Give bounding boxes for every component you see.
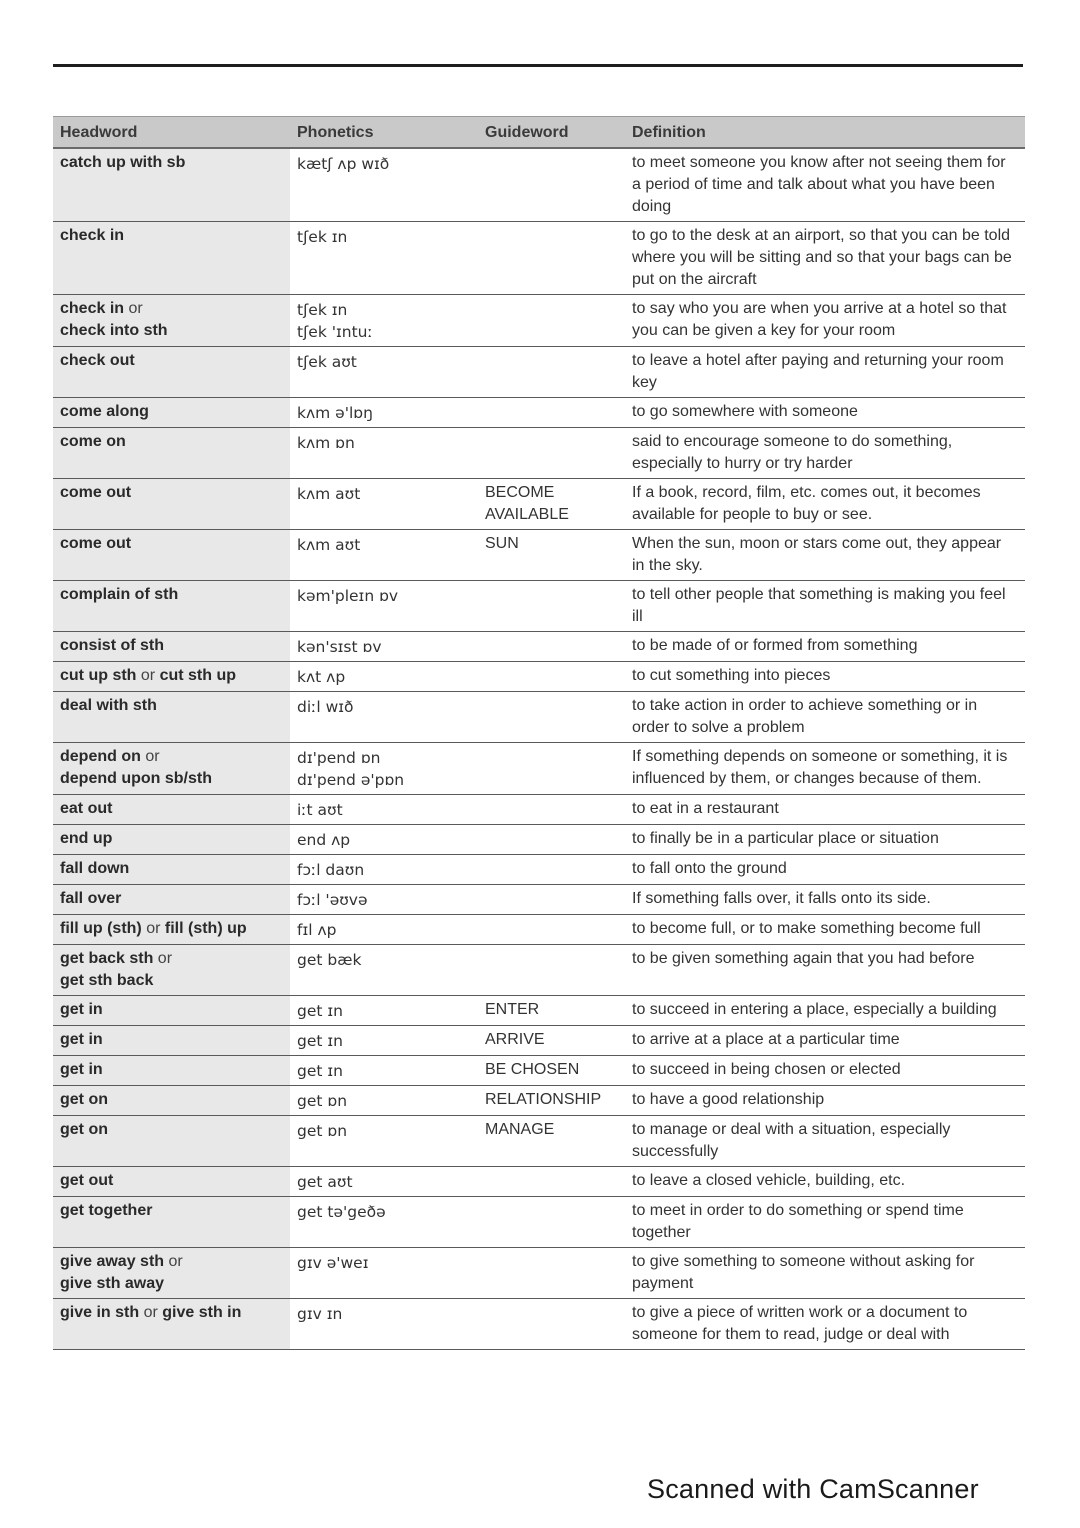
definition-cell: to succeed in entering a place, especially a building [632, 1001, 997, 1018]
guideword-cell [478, 1086, 625, 1116]
definition-cell: to finally be in a particular place or situation [632, 830, 939, 847]
headword-cell [53, 428, 290, 479]
phonetics-cell [290, 632, 478, 662]
phonetics-cell [290, 795, 478, 825]
headword-text: get together [60, 1202, 153, 1219]
guideword-cell [478, 1116, 625, 1167]
headword-cell [53, 632, 290, 662]
definition-cell: to succeed in being chosen or elected [632, 1061, 901, 1078]
table-row [53, 295, 1025, 347]
phonetics-cell [290, 692, 478, 743]
guideword-text: RELATIONSHIP [485, 1091, 602, 1108]
phonetics-cell [290, 1167, 478, 1197]
headword-connector: or [139, 1304, 163, 1321]
header-phonetics: Phonetics [297, 124, 374, 141]
headword-text: check out [60, 352, 135, 369]
guideword-cell [478, 295, 625, 347]
definition-cell: to have a good relationship [632, 1091, 825, 1108]
definition-cell: to manage or deal with a situation, especially successfully [632, 1121, 951, 1160]
table-row [53, 1086, 1025, 1116]
table-row [53, 825, 1025, 855]
table-row [53, 855, 1025, 885]
top-rule [53, 64, 1023, 67]
headword-text: fill (sth) up [164, 920, 247, 937]
headword-text: come out [60, 484, 132, 501]
headword-cell [53, 915, 290, 945]
guideword-text: BECOME [485, 484, 555, 501]
phonetics-cell [290, 996, 478, 1026]
definition-cell: to give something to someone without asking for payment [632, 1253, 975, 1292]
headword-cell [53, 1116, 290, 1167]
table-row [53, 530, 1025, 581]
phonetics-cell [290, 1197, 478, 1248]
guideword-text: SUN [485, 535, 519, 552]
phonetics-cell [290, 1026, 478, 1056]
table-row [53, 795, 1025, 825]
headword-connector: or [136, 667, 160, 684]
table-row [53, 1197, 1025, 1248]
definition-cell: to cut something into pieces [632, 667, 831, 684]
table-row [53, 945, 1025, 996]
headword-text: depend upon sb/sth [60, 770, 212, 787]
headword-cell [53, 795, 290, 825]
definition-cell: to go somewhere with someone [632, 403, 858, 420]
headword-text: get in [60, 1061, 103, 1078]
headword-text: give sth away [60, 1275, 165, 1292]
header-definition: Definition [632, 124, 706, 141]
table-row [53, 1026, 1025, 1056]
guideword-cell [478, 347, 625, 398]
table-row [53, 398, 1025, 428]
phonetics-text: tʃek 'ɪntuː [297, 323, 373, 341]
table-row [53, 662, 1025, 692]
guideword-cell [478, 692, 625, 743]
phonetics-cell [290, 825, 478, 855]
phonetics-text: get ɒn [297, 1122, 348, 1140]
headword-cell [53, 1248, 290, 1299]
table-row [53, 148, 1025, 222]
phonetics-text: tʃek ɪn [297, 228, 348, 246]
headword-cell [53, 885, 290, 915]
table-row [53, 632, 1025, 662]
phrasal-verb-table [53, 116, 1025, 1350]
phonetics-cell [290, 530, 478, 581]
guideword-cell [478, 428, 625, 479]
table-row [53, 581, 1025, 632]
table-row [53, 428, 1025, 479]
phonetics-text: diːl wɪð [297, 698, 354, 716]
phonetics-cell [290, 398, 478, 428]
headword-text: get on [60, 1091, 108, 1108]
headword-text: end up [60, 830, 113, 847]
guideword-cell [478, 662, 625, 692]
headword-text: consist of sth [60, 637, 165, 654]
phonetics-text: kʌm aʊt [297, 485, 361, 503]
headword-text: get sth back [60, 972, 154, 989]
phonetics-cell [290, 1086, 478, 1116]
phonetics-cell [290, 855, 478, 885]
headword-text: come along [60, 403, 149, 420]
table-row [53, 885, 1025, 915]
headword-cell [53, 347, 290, 398]
headword-text: eat out [60, 800, 113, 817]
headword-cell [53, 398, 290, 428]
headword-cell [53, 1026, 290, 1056]
headword-text: check in [60, 300, 125, 317]
phonetics-cell [290, 479, 478, 530]
table-row [53, 1248, 1025, 1299]
header-headword: Headword [60, 124, 138, 141]
table-row [53, 743, 1025, 795]
headword-text: depend on [60, 748, 141, 765]
definition-cell: to tell other people that something is making you feel ill [632, 586, 1006, 625]
headword-text: give away sth [60, 1253, 165, 1270]
definition-cell: to leave a hotel after paying and returning your room key [632, 352, 1004, 391]
phonetics-cell [290, 1299, 478, 1350]
definition-cell: to take action in order to achieve something or in order to solve a problem [632, 697, 978, 736]
headword-text: catch up with sb [60, 154, 186, 171]
phonetics-text: get bæk [297, 951, 362, 969]
headword-connector: or [153, 950, 173, 967]
table-row [53, 1299, 1025, 1350]
guideword-cell [478, 915, 625, 945]
headword-text: fall over [60, 890, 122, 907]
headword-cell [53, 1167, 290, 1197]
phonetics-text: kætʃ ʌp wɪð [297, 155, 390, 173]
phonetics-text: get ɪn [297, 1032, 343, 1050]
phonetics-text: iːt aʊt [297, 801, 343, 819]
headword-text: deal with sth [60, 697, 157, 714]
guideword-cell [478, 1056, 625, 1086]
phonetics-cell [290, 581, 478, 632]
phonetics-cell [290, 148, 478, 222]
guideword-cell [478, 581, 625, 632]
phonetics-cell [290, 945, 478, 996]
guideword-cell [478, 222, 625, 295]
phonetics-cell [290, 1248, 478, 1299]
scanner-watermark: Scanned with CamScanner [647, 1474, 979, 1504]
guideword-cell [478, 530, 625, 581]
headword-cell [53, 945, 290, 996]
definition-cell: to meet in order to do something or spend time together [632, 1202, 964, 1241]
phonetics-text: tʃek aʊt [297, 353, 357, 371]
headword-cell [53, 479, 290, 530]
guideword-cell [478, 1026, 625, 1056]
definition-cell: When the sun, moon or stars come out, they appear in the sky. [632, 535, 1002, 574]
phonetics-text: get ɒn [297, 1092, 348, 1110]
table-row [53, 1116, 1025, 1167]
headword-connector: or [140, 748, 160, 765]
phonetics-text: kʌm aʊt [297, 536, 361, 554]
phonetics-cell [290, 428, 478, 479]
headword-cell [53, 692, 290, 743]
headword-connector: or [124, 300, 143, 317]
table-row [53, 347, 1025, 398]
headword-text: fall down [60, 860, 130, 877]
phonetics-text: kʌm ə'lɒŋ [297, 404, 373, 422]
definition-cell: said to encourage someone to do something, especially to hurry or try harder [632, 433, 953, 472]
headword-cell [53, 1197, 290, 1248]
phonetics-cell [290, 347, 478, 398]
headword-connector: or [164, 1253, 183, 1270]
headword-cell [53, 222, 290, 295]
phonetics-cell [290, 885, 478, 915]
guideword-cell [478, 1248, 625, 1299]
headword-connector: or [141, 920, 165, 937]
guideword-cell [478, 795, 625, 825]
headword-text: give in sth [60, 1304, 140, 1321]
guideword-cell [478, 945, 625, 996]
guideword-cell [478, 825, 625, 855]
definition-cell: to say who you are when you arrive at a hotel so that you can be given a key for your room [632, 300, 1007, 339]
definition-cell: to give a piece of written work or a document to someone for them to read, judge or deal with [632, 1304, 968, 1343]
phonetics-cell [290, 743, 478, 795]
headword-text: give sth in [162, 1304, 242, 1321]
definition-cell: If a book, record, film, etc. comes out, it becomes available for people to buy or see. [632, 484, 981, 523]
headword-text: complain of sth [60, 586, 179, 603]
guideword-text: MANAGE [485, 1121, 555, 1138]
phonetics-text: dɪ'pend ɒn [297, 749, 381, 767]
headword-cell [53, 530, 290, 581]
guideword-text: AVAILABLE [485, 506, 569, 523]
guideword-cell [478, 743, 625, 795]
definition-cell: to leave a closed vehicle, building, etc. [632, 1172, 906, 1189]
definition-cell: to meet someone you know after not seeing them for a period of time and talk about what you have been doing [632, 154, 1006, 215]
table-row [53, 915, 1025, 945]
table-row [53, 222, 1025, 295]
headword-cell [53, 996, 290, 1026]
definition-cell: to be given something again that you had before [632, 950, 975, 967]
headword-text: get in [60, 1031, 103, 1048]
definition-cell: to arrive at a place at a particular time [632, 1031, 900, 1048]
headword-text: come on [60, 433, 126, 450]
phonetics-text: fɔːl 'əʊvə [297, 891, 368, 909]
table-row [53, 692, 1025, 743]
headword-cell [53, 581, 290, 632]
definition-cell: If something depends on someone or something, it is influenced by them, or changes because of them. [632, 748, 1008, 787]
guideword-cell [478, 479, 625, 530]
phonetics-cell [290, 1056, 478, 1086]
definition-cell: to go to the desk at an airport, so that you can be told where you will be sitting and so that your bags can be put on the aircraft [632, 227, 1012, 288]
table-body [53, 148, 1025, 1350]
phonetics-text: kəm'pleɪn ɒv [297, 587, 399, 605]
phonetics-text: kʌt ʌp [297, 668, 346, 686]
guideword-text: BE CHOSEN [485, 1061, 580, 1078]
table-row [53, 1056, 1025, 1086]
table-row [53, 996, 1025, 1026]
headword-cell [53, 1299, 290, 1350]
headword-cell [53, 1086, 290, 1116]
headword-cell [53, 743, 290, 795]
headword-cell [53, 295, 290, 347]
headword-text: check into sth [60, 322, 168, 339]
phonetics-text: end ʌp [297, 831, 351, 849]
phonetics-text: get aʊt [297, 1173, 353, 1191]
guideword-cell [478, 398, 625, 428]
phonetics-text: get ɪn [297, 1002, 343, 1020]
headword-text: fill up (sth) [60, 920, 142, 937]
headword-cell [53, 855, 290, 885]
phonetics-text: tʃek ɪn [297, 301, 348, 319]
definition-cell: to be made of or formed from something [632, 637, 918, 654]
phonetics-text: get ɪn [297, 1062, 343, 1080]
guideword-cell [478, 1167, 625, 1197]
guideword-cell [478, 148, 625, 222]
guideword-cell [478, 996, 625, 1026]
phonetics-text: kʌm ɒn [297, 434, 355, 452]
definition-cell: to fall onto the ground [632, 860, 787, 877]
definition-cell: to eat in a restaurant [632, 800, 779, 817]
headword-cell [53, 1056, 290, 1086]
phonetics-text: gɪv ɪn [297, 1305, 343, 1323]
headword-text: cut up sth [60, 667, 137, 684]
table-row [53, 479, 1025, 530]
header-row [53, 117, 1025, 149]
guideword-cell [478, 855, 625, 885]
guideword-cell [478, 1299, 625, 1350]
headword-text: cut sth up [159, 667, 236, 684]
phonetics-text: get tə'geðə [297, 1203, 386, 1221]
headword-cell [53, 825, 290, 855]
table-header [53, 117, 1025, 149]
table-row [53, 1167, 1025, 1197]
header-guideword: Guideword [485, 124, 569, 141]
phonetics-cell [290, 295, 478, 347]
phonetics-text: fɪl ʌp [297, 921, 337, 939]
phonetics-cell [290, 222, 478, 295]
guideword-text: ARRIVE [485, 1031, 545, 1048]
headword-text: get on [60, 1121, 108, 1138]
phonetics-cell [290, 662, 478, 692]
headword-text: get back sth [60, 950, 154, 967]
phonetics-cell [290, 915, 478, 945]
headword-cell [53, 148, 290, 222]
headword-text: come out [60, 535, 132, 552]
phonetics-text: kən'sɪst ɒv [297, 638, 382, 656]
guideword-cell [478, 1197, 625, 1248]
phonetics-text: gɪv ə'weɪ [297, 1254, 369, 1272]
phonetics-cell [290, 1116, 478, 1167]
phonetics-text: fɔːl daʊn [297, 861, 365, 879]
headword-text: get in [60, 1001, 103, 1018]
definition-cell: If something falls over, it falls onto its side. [632, 890, 931, 907]
guideword-cell [478, 632, 625, 662]
guideword-cell [478, 885, 625, 915]
phonetics-text: dɪ'pend ə'pɒn [297, 771, 405, 789]
definition-cell: to become full, or to make something become full [632, 920, 981, 937]
headword-text: get out [60, 1172, 114, 1189]
headword-cell [53, 662, 290, 692]
headword-text: check in [60, 227, 125, 244]
guideword-text: ENTER [485, 1001, 540, 1018]
